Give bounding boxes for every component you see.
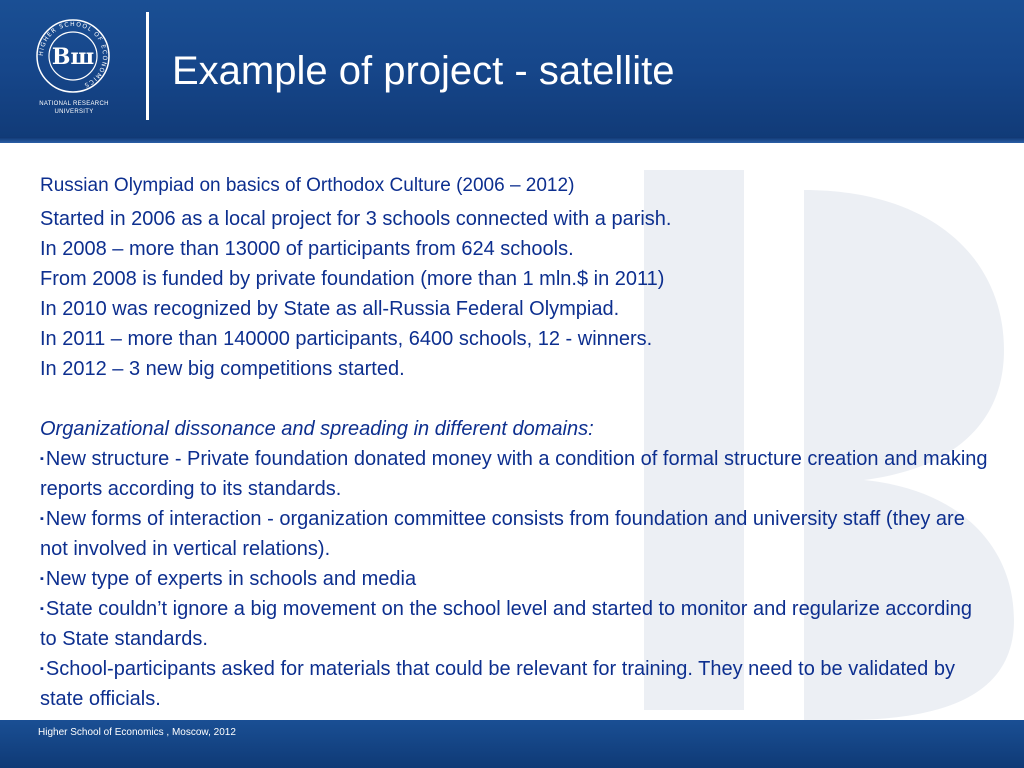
bullet-mark: ▪: [40, 513, 44, 525]
fact-line: In 2008 – more than 13000 of participants from 624 schools.: [40, 238, 574, 260]
footer-text: Higher School of Economics , Moscow, 2012: [38, 727, 236, 738]
bullet-item: [40, 564, 990, 594]
spacer: [40, 384, 990, 414]
bullet-item: [40, 444, 990, 504]
bullet-mark: ▪: [40, 573, 44, 585]
header-divider: [146, 12, 149, 120]
fact-line: In 2012 – 3 new big competitions started.: [40, 358, 405, 380]
logo-caption-line2: UNIVERSITY: [54, 109, 94, 115]
bullet-mark: ▪: [40, 603, 44, 615]
bullet-mark: ▪: [40, 663, 44, 675]
bullet-text: State couldn’t ignore a big movement on the school level and started to monitor and regularize according to State standards.: [40, 598, 973, 650]
logo-caption-line1: NATIONAL RESEARCH: [39, 101, 109, 107]
bullet-item: [40, 654, 990, 714]
slide-title: Example of project - satellite: [172, 49, 675, 93]
bullet-text: School-participants asked for materials that could be relevant for training. They need to be validated by state officials.: [40, 658, 955, 710]
bullet-text: New type of experts in schools and media: [45, 568, 417, 590]
bullet-item: [40, 504, 990, 564]
fact-line: Started in 2006 as a local project for 3 schools connected with a parish.: [40, 208, 672, 230]
university-logo: [35, 18, 111, 94]
header-rule: [0, 137, 1024, 143]
olympiad-heading: Russian Olympiad on basics of Orthodox Culture (2006 – 2012): [40, 175, 575, 196]
bullet-text: New forms of interaction - organization committee consists from foundation and university staff (they are not involved in vertical relations).: [40, 508, 965, 560]
fact-line: In 2011 – more than 140000 participants, 6400 schools, 12 - winners.: [40, 328, 653, 350]
bullet-item: [40, 594, 990, 654]
slide-body: [40, 172, 990, 714]
bullet-mark: ▪: [40, 453, 44, 465]
fact-line: From 2008 is funded by private foundation (more than 1 mln.$ in 2011): [40, 268, 665, 290]
logo-monogram: Вш: [51, 44, 95, 70]
logo-ring-text: HIGHER SCHOOL OF ECONOMICS: [37, 20, 109, 89]
logo-caption: [22, 100, 126, 116]
section-heading: Organizational dissonance and spreading in different domains:: [40, 418, 594, 440]
fact-line: In 2010 was recognized by State as all-Russia Federal Olympiad.: [40, 298, 620, 320]
bullet-text: New structure - Private foundation donated money with a condition of formal structure creation and making reports according to its standards.: [40, 448, 988, 500]
